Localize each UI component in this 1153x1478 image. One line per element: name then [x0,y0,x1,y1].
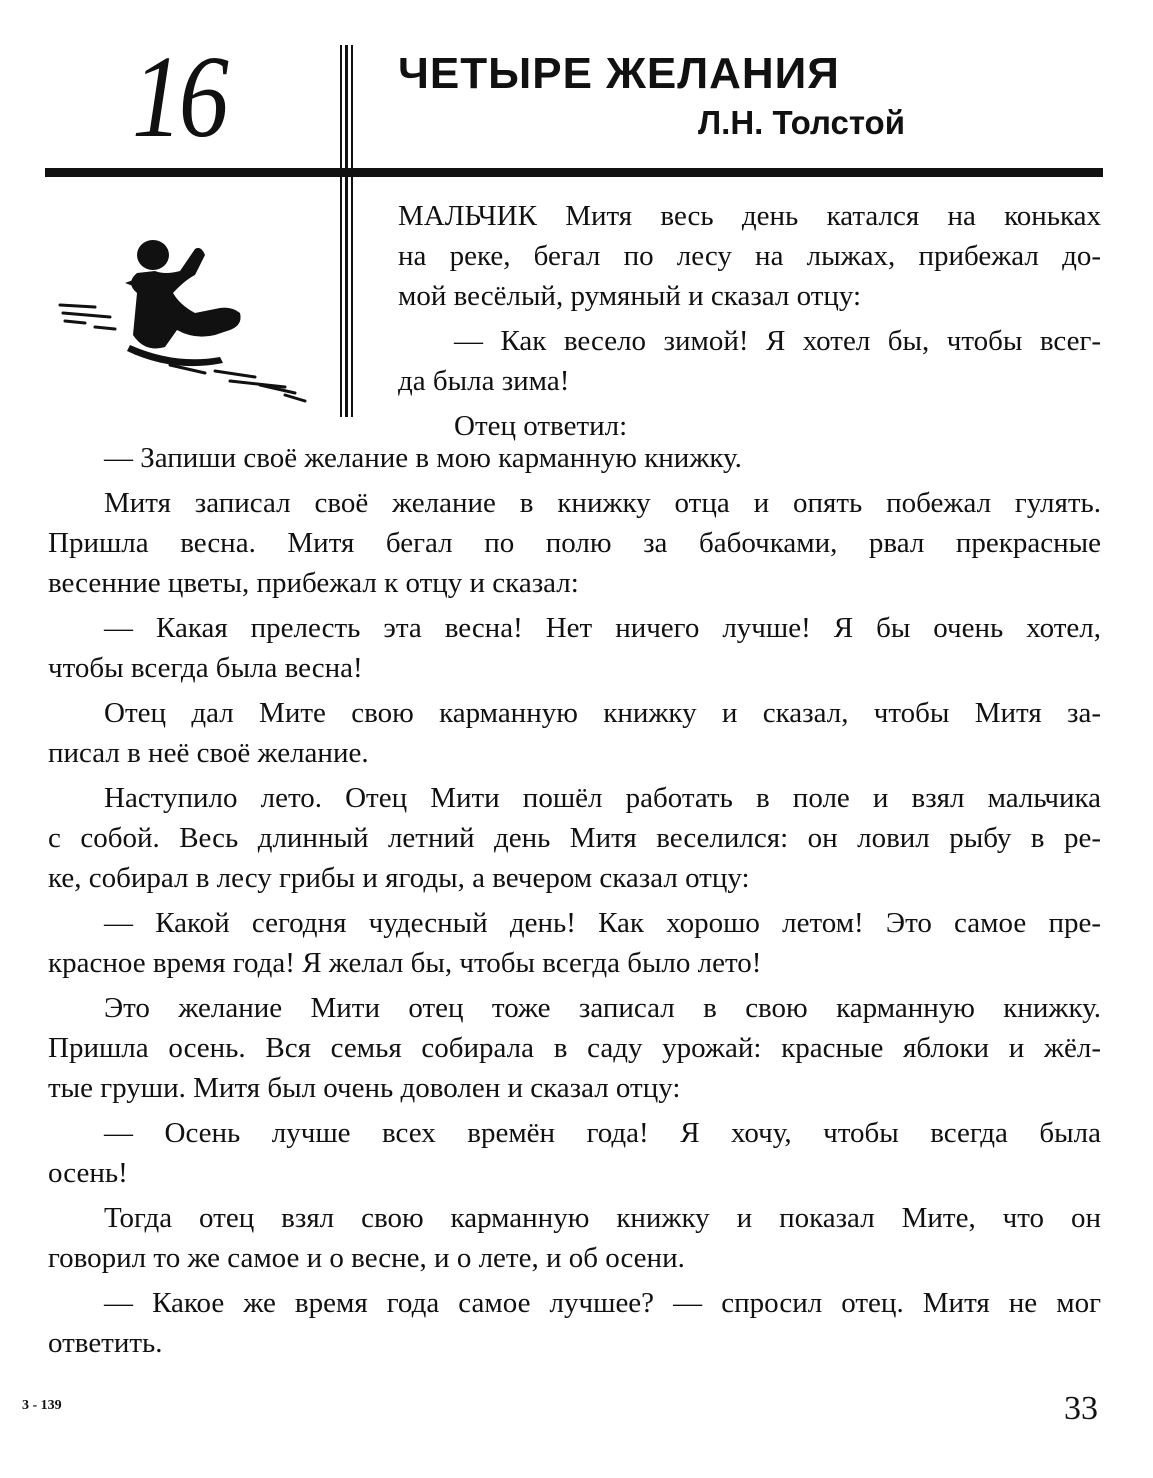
paragraph [48,1283,1101,1363]
text-line: да была зима! [398,365,570,397]
text-line: с собой. Весь длинный летний день Митя веселился: он ловил рыбу в ре- [48,822,1101,854]
paragraph [48,438,1101,478]
story-title: ЧЕТЫРЕ ЖЕЛАНИЯ [398,49,840,98]
paragraph [48,608,1101,688]
paragraph [48,903,1101,983]
paragraph [48,1198,1101,1278]
story-author: Л.Н. Толстой [698,104,905,141]
boy-on-sled-illustration [55,235,320,405]
vertical-rule [351,45,353,417]
text-line: тые груши. Митя был очень доволен и сказал отцу: [48,1072,681,1104]
paragraph [48,1113,1101,1193]
text-line: говорил то же самое и о весне, и о лете, и об осени. [48,1242,685,1274]
paragraph [48,778,1101,898]
text-line: Митя записал своё желание в книжку отца и опять побежал гулять. [104,487,1101,519]
text-line: ке, собирал в лесу грибы и ягоды, а вечером сказал отцу: [48,862,750,894]
header-rule [45,168,1103,177]
text-line: ответить. [48,1327,163,1359]
text-line: на реке, бегал по лесу на лыжах, прибежал до- [398,240,1101,272]
text-line: — Какое же время года самое лучшее? — спросил отец. Митя не мог [104,1287,1101,1319]
text-line: Отец ответил: [454,410,628,442]
text-line: красное время года! Я желал бы, чтобы всегда было лето! [48,947,762,979]
text-line: Отец дал Мите свою карманную книжку и сказал, чтобы Митя за- [104,697,1101,729]
paragraph [48,483,1101,603]
text-line: Пришла осень. Вся семья собирала в саду урожай: красные яблоки и жёл- [48,1032,1101,1064]
text-line: осень! [48,1157,128,1189]
text-line: — Какая прелесть эта весна! Нет ничего лучше! Я бы очень хотел, [104,612,1101,644]
story-number: 16 [132,31,226,162]
text-line: — Осень лучше всех времён года! Я хочу, чтобы всегда была [104,1117,1101,1149]
text-line: Это желание Мити отец тоже записал в свою карманную книжку. [104,992,1101,1024]
text-line: весенние цветы, прибежал к отцу и сказал: [48,567,579,599]
vertical-rule [345,45,348,417]
text-line: писал в неё своё желание. [48,737,369,769]
text-line: мой весёлый, румяный и сказал отцу: [398,280,862,312]
vertical-rule [340,45,342,417]
paragraph [48,988,1101,1108]
page-number: 33 [1064,1390,1098,1427]
signature-mark: 3 - 139 [22,1398,62,1413]
top-text-column [398,196,1101,446]
text-line: чтобы всегда была весна! [48,652,363,684]
text-line: Пришла весна. Митя бегал по полю за бабочками, рвал прекрасные [48,527,1101,559]
paragraph [398,321,1101,401]
text-line: — Какой сегодня чудесный день! Как хорошо летом! Это самое пре- [104,907,1101,939]
paragraph [48,693,1101,773]
text-line: — Как весело зимой! Я хотел бы, чтобы всег- [454,325,1101,357]
text-line: МАЛЬЧИК Митя весь день катался на коньках [398,200,1101,232]
text-line: Наступило лето. Отец Мити пошёл работать в поле и взял мальчика [104,782,1101,814]
paragraph [398,196,1101,316]
main-text-column [48,438,1101,1363]
text-line: Тогда отец взял свою карманную книжку и показал Мите, что он [104,1202,1101,1234]
text-line: — Запиши своё желание в мою карманную книжку. [104,442,742,474]
